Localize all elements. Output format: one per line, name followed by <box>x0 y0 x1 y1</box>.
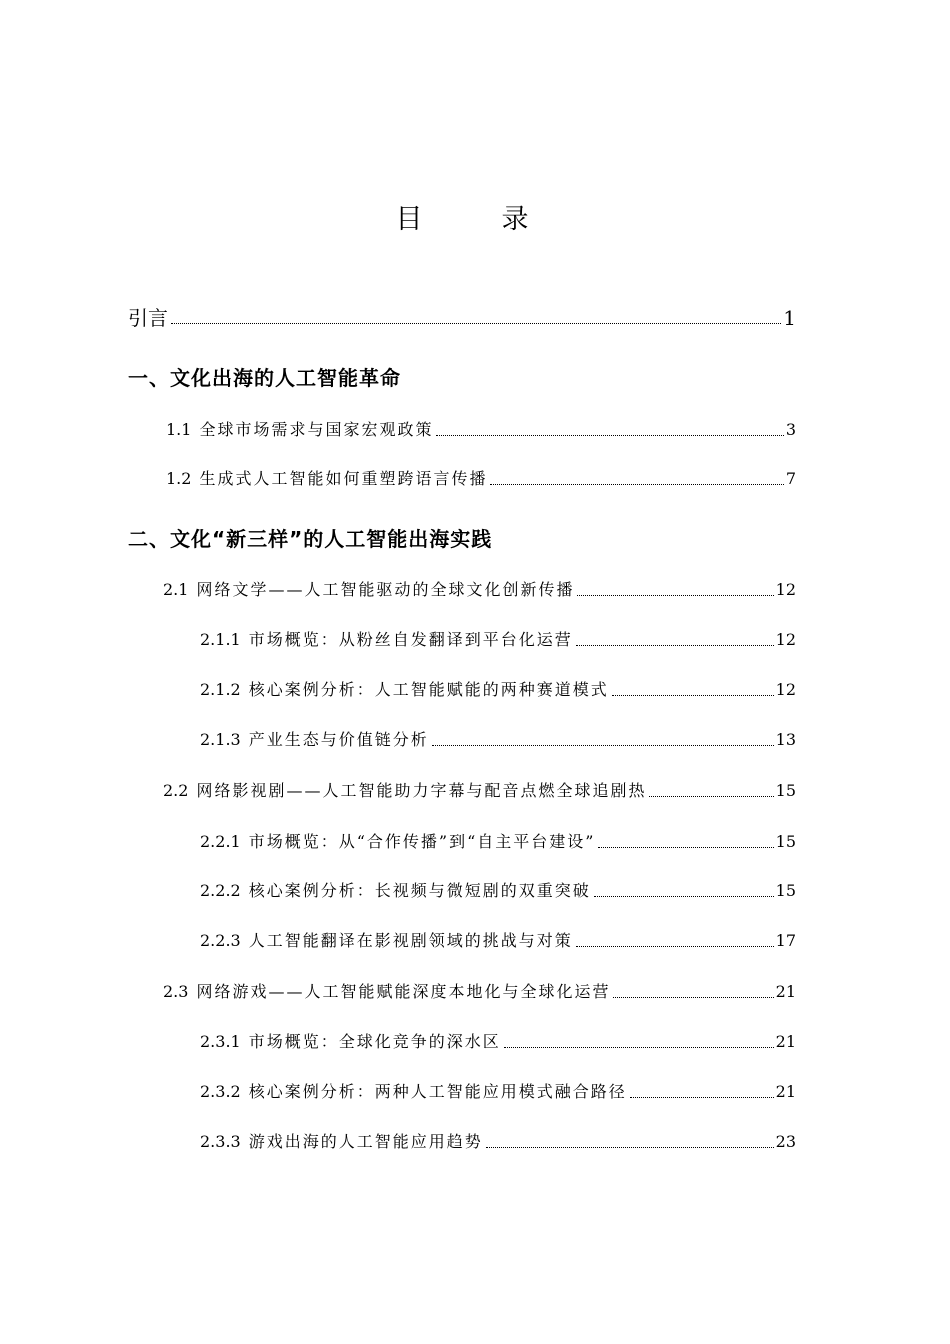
toc-page-number: 1 <box>783 306 796 330</box>
toc-subsection-number: 2.1.3 <box>200 730 241 749</box>
toc-subsection-number: 2.1.1 <box>200 630 241 649</box>
toc-page-number: 12 <box>775 680 796 699</box>
toc-entry-label: 引言 <box>128 306 168 330</box>
toc-subsection-title: 核心案例分析：两种人工智能应用模式融合路径 <box>248 1082 627 1101</box>
toc-subsection-number: 2.3.1 <box>200 1032 241 1051</box>
dot-leader <box>612 695 774 696</box>
toc-section-number: 1.2 <box>166 469 192 488</box>
toc-chapter-heading[interactable]: 二、文化“新三样”的人工智能出海实践 <box>128 527 493 551</box>
dot-leader <box>649 796 773 797</box>
toc-page-number: 17 <box>775 931 796 950</box>
dot-leader <box>630 1097 774 1098</box>
toc-entry-2-1-2[interactable] <box>200 677 796 703</box>
toc-entry-2-3-2[interactable] <box>200 1079 796 1105</box>
toc-entry-2-1[interactable] <box>163 577 796 603</box>
dot-leader <box>598 847 773 848</box>
toc-subsection-title: 市场概览：从“合作传播”到“自主平台建设” <box>248 832 596 851</box>
dot-leader <box>577 595 773 596</box>
toc-section-number: 2.1 <box>163 580 189 599</box>
toc-section-title: 全球市场需求与国家宏观政策 <box>199 420 434 439</box>
toc-subsection-number: 2.2.3 <box>200 931 241 950</box>
toc-page-number: 3 <box>785 420 796 439</box>
toc-subsection-title: 人工智能翻译在影视剧领域的挑战与对策 <box>248 931 573 950</box>
toc-page-number: 21 <box>775 982 796 1001</box>
toc-subsection-number: 2.3.2 <box>200 1082 241 1101</box>
toc-entry-2-1-1[interactable] <box>200 627 796 653</box>
dot-leader <box>576 645 774 646</box>
toc-subsection-title: 游戏出海的人工智能应用趋势 <box>248 1132 483 1151</box>
toc-subsection-title: 市场概览：全球化竞争的深水区 <box>248 1032 501 1051</box>
toc-entry-2-3-3[interactable] <box>200 1129 796 1155</box>
toc-page-number: 15 <box>775 881 796 900</box>
toc-subsection-number: 2.2.2 <box>200 881 241 900</box>
toc-subsection-title: 核心案例分析：长视频与微短剧的双重突破 <box>248 881 591 900</box>
toc-page-number: 23 <box>775 1132 796 1151</box>
toc-page-number: 21 <box>775 1032 796 1051</box>
toc-page-number: 12 <box>775 630 796 649</box>
toc-page-number: 13 <box>775 730 796 749</box>
toc-entry-2-2[interactable] <box>163 778 796 804</box>
toc-entry-2-2-1[interactable] <box>200 829 796 855</box>
toc-section-number: 2.3 <box>163 982 189 1001</box>
dot-leader <box>594 896 774 897</box>
toc-subsection-number: 2.2.1 <box>200 832 241 851</box>
toc-entry-2-2-2[interactable] <box>200 878 796 904</box>
toc-section-number: 2.2 <box>163 781 189 800</box>
toc-entry-1-1[interactable] <box>166 417 796 443</box>
dot-leader <box>432 745 774 746</box>
toc-page-number: 12 <box>775 580 796 599</box>
toc-page-number: 21 <box>775 1082 796 1101</box>
toc-entry-2-3[interactable] <box>163 979 796 1005</box>
toc-page-number: 15 <box>775 832 796 851</box>
toc-entry-2-2-3[interactable] <box>200 928 796 954</box>
dot-leader <box>613 997 773 998</box>
toc-chapter-heading[interactable]: 一、文化出海的人工智能革命 <box>128 366 401 390</box>
toc-entry-2-3-1[interactable] <box>200 1029 796 1055</box>
toc-section-number: 1.1 <box>166 420 192 439</box>
toc-subsection-title: 产业生态与价值链分析 <box>248 730 429 749</box>
toc-subsection-number: 2.1.2 <box>200 680 241 699</box>
toc-entry-intro[interactable] <box>128 305 796 331</box>
dot-leader <box>436 435 783 436</box>
toc-entry-1-2[interactable] <box>166 466 796 492</box>
toc-section-title: 网络游戏——人工智能赋能深度本地化与全球化运营 <box>196 982 611 1001</box>
dot-leader <box>486 1147 774 1148</box>
dot-leader <box>171 323 781 324</box>
dot-leader <box>504 1047 774 1048</box>
toc-subsection-title: 核心案例分析：人工智能赋能的两种赛道模式 <box>248 680 609 699</box>
dot-leader <box>576 946 774 947</box>
dot-leader <box>490 484 783 485</box>
toc-page-number: 15 <box>775 781 796 800</box>
page-title: 目 录 <box>395 204 555 235</box>
toc-entry-2-1-3[interactable] <box>200 727 796 753</box>
toc-subsection-number: 2.3.3 <box>200 1132 241 1151</box>
toc-page-number: 7 <box>785 469 796 488</box>
toc-section-title: 生成式人工智能如何重塑跨语言传播 <box>199 469 488 488</box>
toc-subsection-title: 市场概览：从粉丝自发翻译到平台化运营 <box>248 630 573 649</box>
toc-section-title: 网络文学——人工智能驱动的全球文化创新传播 <box>196 580 575 599</box>
toc-section-title: 网络影视剧——人工智能助力字幕与配音点燃全球追剧热 <box>196 781 647 800</box>
